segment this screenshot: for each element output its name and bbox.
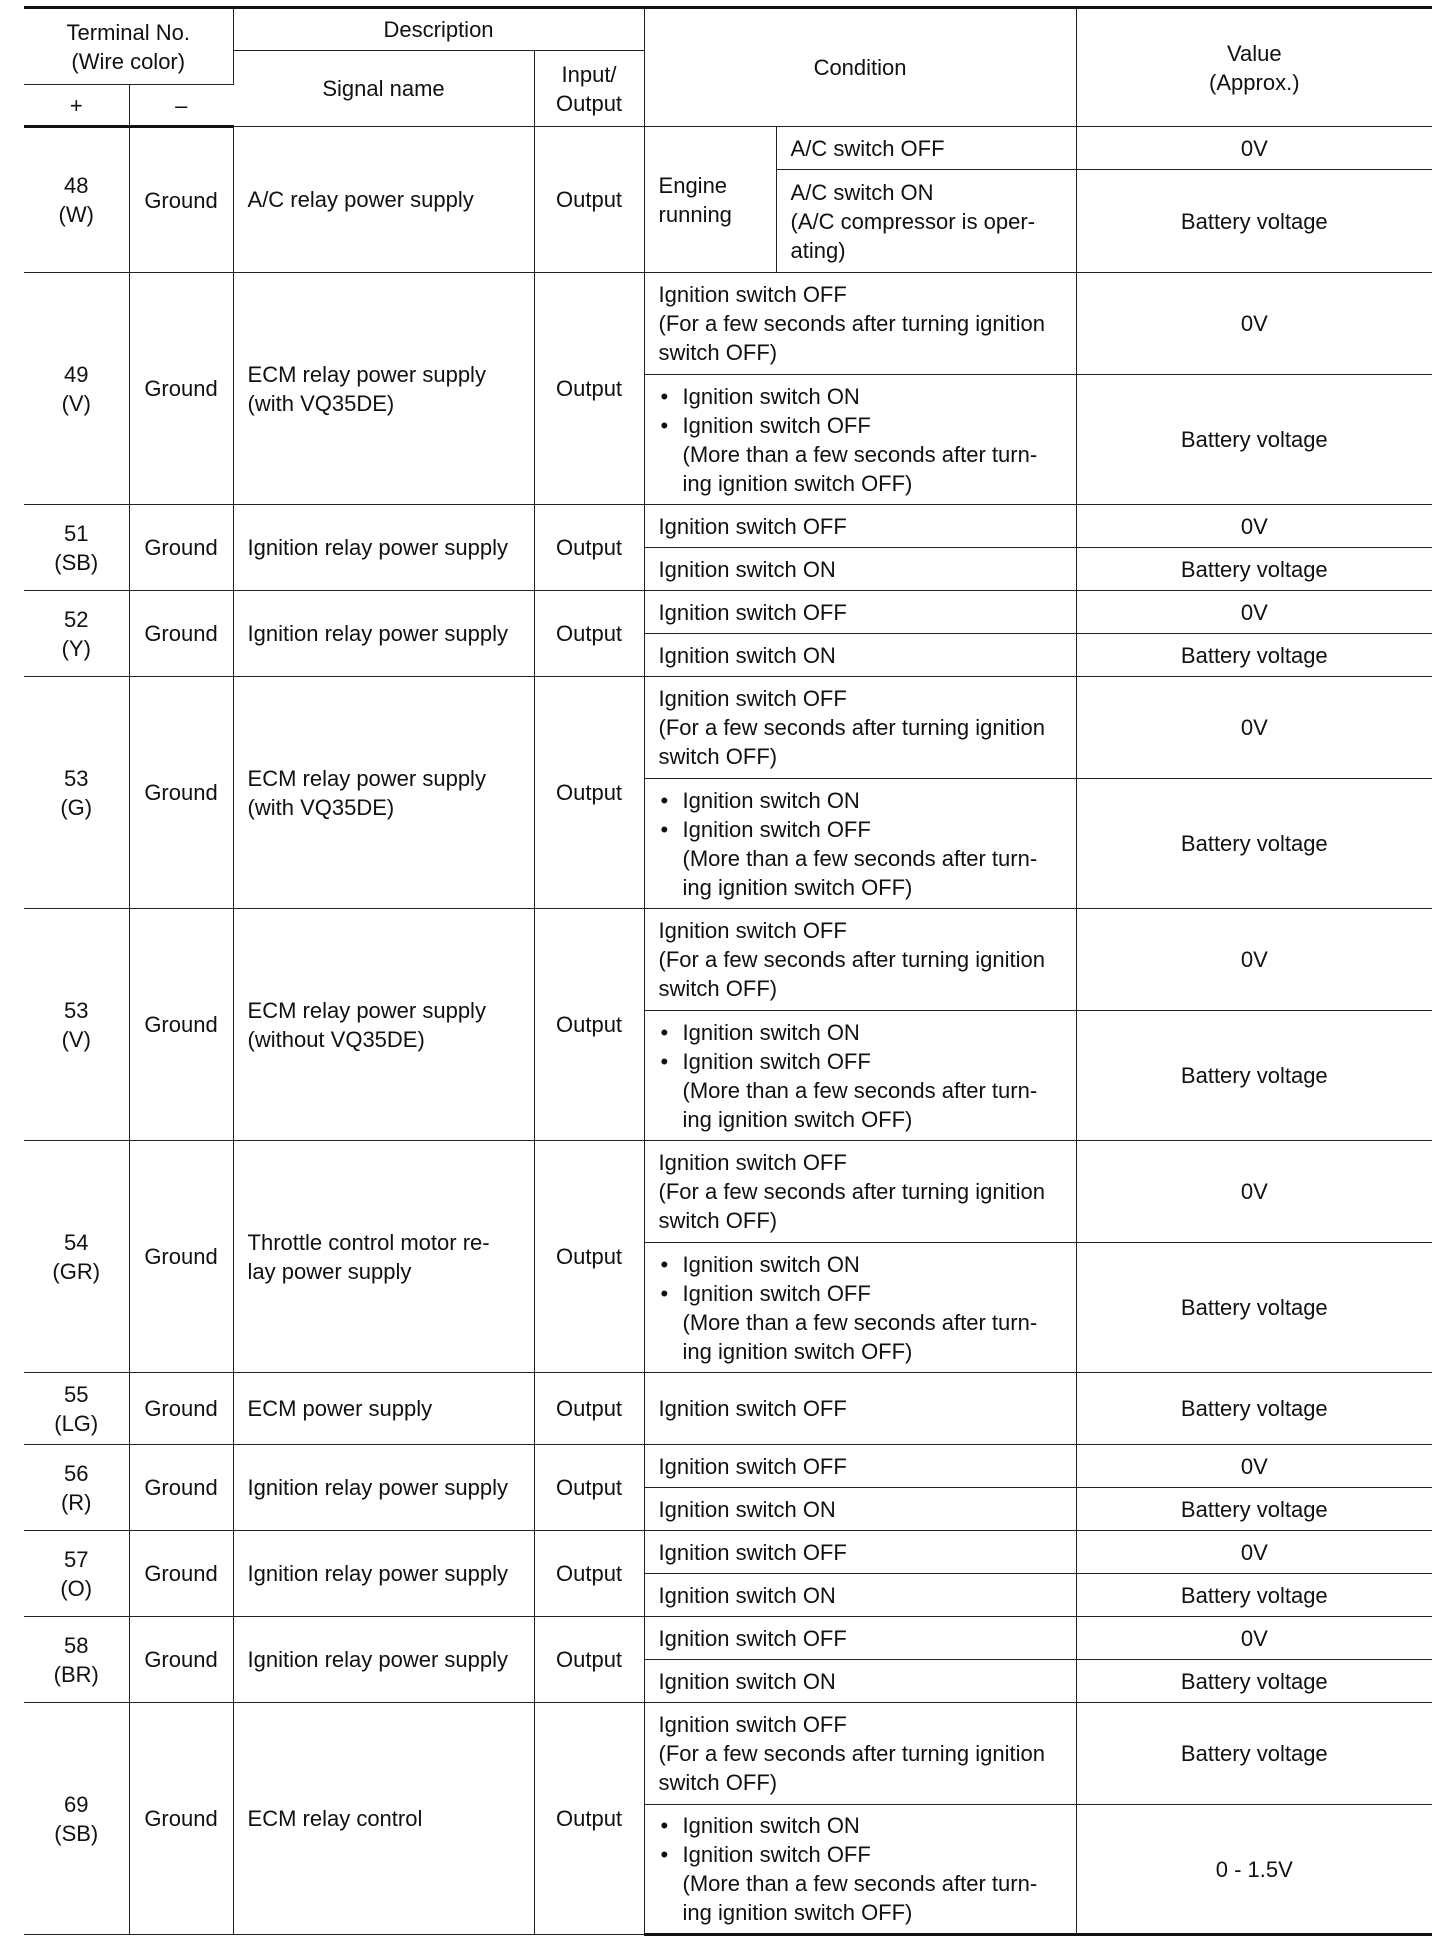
signal-name: ECM relay power supply (with VQ35DE) bbox=[233, 677, 534, 909]
condition: Ignition switch ON bbox=[644, 548, 1076, 591]
terminal-number: 49 (V) bbox=[24, 273, 129, 505]
terminal-ground: Ground bbox=[129, 1703, 233, 1935]
input-output: Output bbox=[534, 909, 644, 1141]
value: 0V bbox=[1076, 1531, 1432, 1574]
terminal-ground: Ground bbox=[129, 1531, 233, 1617]
header-terminal: Terminal No. (Wire color) bbox=[24, 8, 233, 85]
signal-name: ECM relay power supply (with VQ35DE) bbox=[233, 273, 534, 505]
condition: Ignition switch OFF bbox=[644, 1445, 1076, 1488]
table-row bbox=[24, 1617, 1432, 1660]
input-output: Output bbox=[534, 1445, 644, 1531]
condition-bullet-list bbox=[659, 786, 1062, 902]
terminal-number: 56 (R) bbox=[24, 1445, 129, 1531]
value: Battery voltage bbox=[1076, 1243, 1432, 1373]
signal-name: A/C relay power supply bbox=[233, 127, 534, 273]
signal-name: Ignition relay power supply bbox=[233, 505, 534, 591]
condition: Ignition switch OFF (For a few seconds after turning ignition switch OFF) bbox=[644, 273, 1076, 375]
input-output: Output bbox=[534, 1617, 644, 1703]
header-condition: Condition bbox=[644, 8, 1076, 127]
value: 0V bbox=[1076, 505, 1432, 548]
value: 0V bbox=[1076, 1141, 1432, 1243]
signal-name: ECM power supply bbox=[233, 1373, 534, 1445]
condition-bullet: • Ignition switch ON bbox=[659, 786, 1062, 815]
terminal-ground: Ground bbox=[129, 591, 233, 677]
table-row bbox=[24, 1703, 1432, 1805]
condition: Ignition switch OFF (For a few seconds after turning ignition switch OFF) bbox=[644, 909, 1076, 1011]
value: Battery voltage bbox=[1076, 634, 1432, 677]
condition-bullet: • Ignition switch ON bbox=[659, 1018, 1062, 1047]
header-value: Value (Approx.) bbox=[1076, 8, 1432, 127]
condition-bullet: • Ignition switch OFF (More than a few seconds after turn- ing ignition switch OFF) bbox=[659, 1279, 1062, 1366]
header-description: Description bbox=[233, 8, 644, 51]
value: Battery voltage bbox=[1076, 1574, 1432, 1617]
condition bbox=[644, 1011, 1076, 1141]
value: Battery voltage bbox=[1076, 1703, 1432, 1805]
table-row bbox=[24, 1445, 1432, 1488]
condition: Ignition switch OFF bbox=[644, 1531, 1076, 1574]
condition bbox=[644, 779, 1076, 909]
signal-name: Throttle control motor re- lay power supply bbox=[233, 1141, 534, 1373]
condition: Ignition switch OFF bbox=[644, 1617, 1076, 1660]
table-row bbox=[24, 505, 1432, 548]
input-output: Output bbox=[534, 505, 644, 591]
table-row bbox=[24, 1531, 1432, 1574]
terminal-table bbox=[24, 6, 1432, 1936]
input-output: Output bbox=[534, 273, 644, 505]
table-row bbox=[24, 591, 1432, 634]
value: Battery voltage bbox=[1076, 1660, 1432, 1703]
table-row bbox=[24, 1141, 1432, 1243]
signal-name: Ignition relay power supply bbox=[233, 1617, 534, 1703]
condition: Ignition switch ON bbox=[644, 1488, 1076, 1531]
condition-bullet-list bbox=[659, 1250, 1062, 1366]
table-row bbox=[24, 677, 1432, 779]
value: 0V bbox=[1076, 591, 1432, 634]
header-signal-name: Signal name bbox=[233, 51, 534, 127]
terminal-number: 57 (O) bbox=[24, 1531, 129, 1617]
header-input-output: Input/ Output bbox=[534, 51, 644, 127]
condition: A/C switch ON (A/C compressor is oper- ating) bbox=[776, 170, 1076, 273]
condition: Ignition switch OFF (For a few seconds after turning ignition switch OFF) bbox=[644, 1141, 1076, 1243]
input-output: Output bbox=[534, 591, 644, 677]
signal-name: Ignition relay power supply bbox=[233, 591, 534, 677]
condition: Ignition switch ON bbox=[644, 1660, 1076, 1703]
value: 0V bbox=[1076, 127, 1432, 170]
condition bbox=[644, 375, 1076, 505]
terminal-number: 58 (BR) bbox=[24, 1617, 129, 1703]
terminal-ground: Ground bbox=[129, 1617, 233, 1703]
terminal-number: 55 (LG) bbox=[24, 1373, 129, 1445]
signal-name: Ignition relay power supply bbox=[233, 1531, 534, 1617]
value: Battery voltage bbox=[1076, 375, 1432, 505]
terminal-ground: Ground bbox=[129, 1141, 233, 1373]
table-row bbox=[24, 273, 1432, 375]
condition-bullet: • Ignition switch OFF (More than a few seconds after turn- ing ignition switch OFF) bbox=[659, 815, 1062, 902]
condition: Ignition switch OFF bbox=[644, 505, 1076, 548]
condition-bullet: • Ignition switch OFF (More than a few seconds after turn- ing ignition switch OFF) bbox=[659, 1047, 1062, 1134]
terminal-number: 53 (V) bbox=[24, 909, 129, 1141]
input-output: Output bbox=[534, 1373, 644, 1445]
condition-bullet: • Ignition switch OFF (More than a few seconds after turn- ing ignition switch OFF) bbox=[659, 1840, 1062, 1927]
condition: Ignition switch ON bbox=[644, 634, 1076, 677]
condition-bullet: • Ignition switch ON bbox=[659, 382, 1062, 411]
condition bbox=[644, 1243, 1076, 1373]
table-row bbox=[24, 127, 1432, 170]
header-plus: + bbox=[24, 85, 129, 127]
value: Battery voltage bbox=[1076, 1373, 1432, 1445]
value: Battery voltage bbox=[1076, 170, 1432, 273]
table-body bbox=[24, 127, 1432, 1935]
terminal-ground: Ground bbox=[129, 273, 233, 505]
condition-bullet: • Ignition switch OFF (More than a few seconds after turn- ing ignition switch OFF) bbox=[659, 411, 1062, 498]
terminal-number: 54 (GR) bbox=[24, 1141, 129, 1373]
terminal-number: 53 (G) bbox=[24, 677, 129, 909]
condition bbox=[644, 1805, 1076, 1935]
terminal-number: 69 (SB) bbox=[24, 1703, 129, 1935]
condition-bullet-list bbox=[659, 382, 1062, 498]
terminal-ground: Ground bbox=[129, 909, 233, 1141]
input-output: Output bbox=[534, 677, 644, 909]
value: 0V bbox=[1076, 1617, 1432, 1660]
value: Battery voltage bbox=[1076, 548, 1432, 591]
table-row bbox=[24, 909, 1432, 1011]
header-minus: – bbox=[129, 85, 233, 127]
terminal-ground: Ground bbox=[129, 127, 233, 273]
value: Battery voltage bbox=[1076, 1011, 1432, 1141]
value: 0V bbox=[1076, 909, 1432, 1011]
condition: Ignition switch OFF bbox=[644, 1373, 1076, 1445]
terminal-ground: Ground bbox=[129, 505, 233, 591]
value: 0V bbox=[1076, 273, 1432, 375]
input-output: Output bbox=[534, 127, 644, 273]
input-output: Output bbox=[534, 1531, 644, 1617]
signal-name: ECM relay control bbox=[233, 1703, 534, 1935]
condition: A/C switch OFF bbox=[776, 127, 1076, 170]
condition-group: Engine running bbox=[644, 127, 776, 273]
input-output: Output bbox=[534, 1703, 644, 1935]
condition-bullet: • Ignition switch ON bbox=[659, 1250, 1062, 1279]
table-row bbox=[24, 1373, 1432, 1445]
condition: Ignition switch OFF (For a few seconds after turning ignition switch OFF) bbox=[644, 677, 1076, 779]
terminal-ground: Ground bbox=[129, 1373, 233, 1445]
value: Battery voltage bbox=[1076, 779, 1432, 909]
terminal-number: 48 (W) bbox=[24, 127, 129, 273]
condition-bullet-list bbox=[659, 1018, 1062, 1134]
terminal-number: 52 (Y) bbox=[24, 591, 129, 677]
condition-bullet-list bbox=[659, 1811, 1062, 1927]
signal-name: ECM relay power supply (without VQ35DE) bbox=[233, 909, 534, 1141]
terminal-ground: Ground bbox=[129, 677, 233, 909]
condition: Ignition switch ON bbox=[644, 1574, 1076, 1617]
signal-name: Ignition relay power supply bbox=[233, 1445, 534, 1531]
condition: Ignition switch OFF (For a few seconds after turning ignition switch OFF) bbox=[644, 1703, 1076, 1805]
condition: Ignition switch OFF bbox=[644, 591, 1076, 634]
value: Battery voltage bbox=[1076, 1488, 1432, 1531]
value: 0V bbox=[1076, 677, 1432, 779]
value: 0V bbox=[1076, 1445, 1432, 1488]
terminal-ground: Ground bbox=[129, 1445, 233, 1531]
value: 0 - 1.5V bbox=[1076, 1805, 1432, 1935]
table-header bbox=[24, 8, 1432, 127]
terminal-number: 51 (SB) bbox=[24, 505, 129, 591]
condition-bullet: • Ignition switch ON bbox=[659, 1811, 1062, 1840]
input-output: Output bbox=[534, 1141, 644, 1373]
